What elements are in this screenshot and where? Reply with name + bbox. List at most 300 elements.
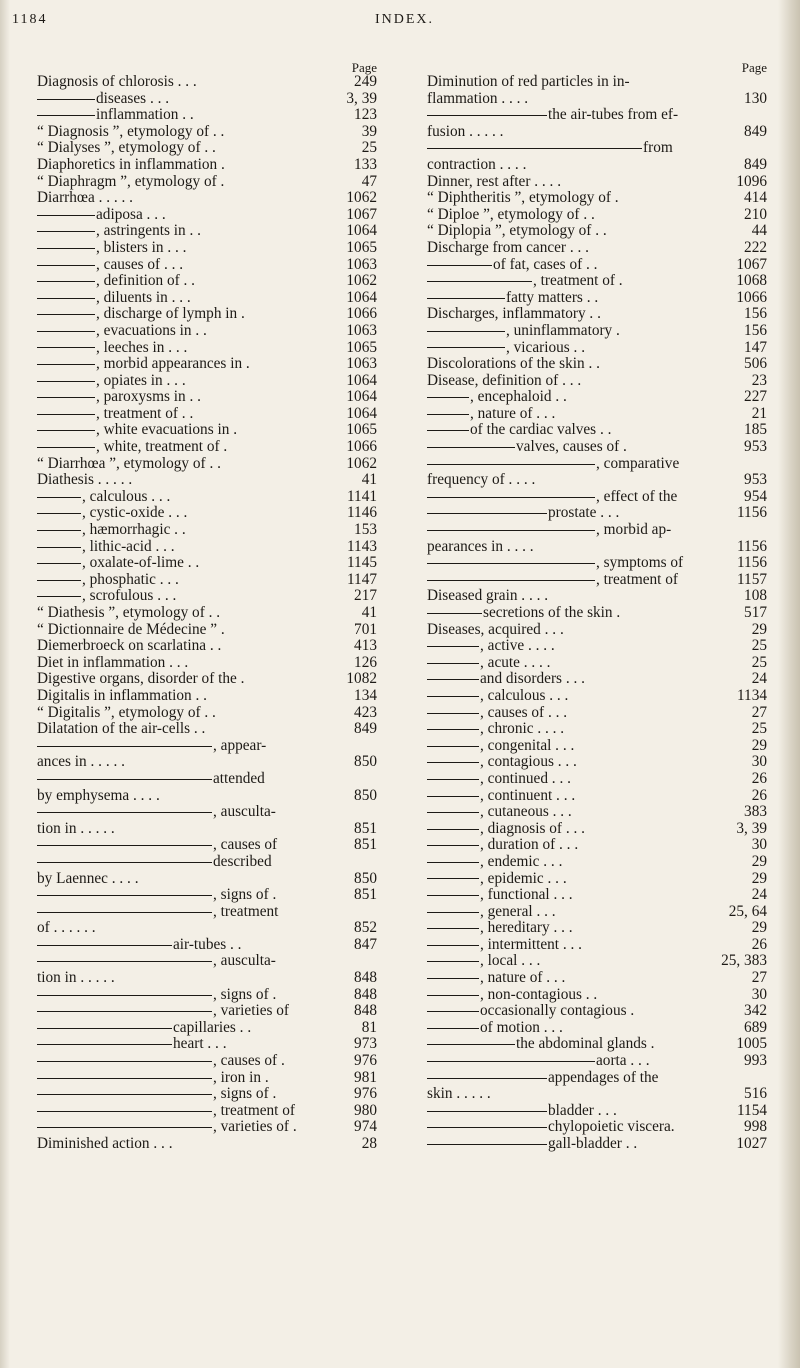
index-entry bbox=[37, 1136, 377, 1153]
entry-text bbox=[37, 937, 242, 954]
index-entry bbox=[427, 738, 767, 755]
entry-text bbox=[427, 655, 551, 672]
entry-label: , endemic . . . bbox=[480, 852, 563, 870]
index-entry bbox=[37, 821, 377, 838]
entry-page: 848 bbox=[354, 969, 377, 987]
index-entry bbox=[37, 140, 377, 157]
entry-label: Diathesis . . . . . bbox=[37, 471, 133, 489]
ditto-rule bbox=[37, 298, 95, 299]
entry-label: chylopoietic viscera. bbox=[548, 1118, 675, 1136]
index-entry bbox=[427, 754, 767, 771]
entry-page: 21 bbox=[751, 404, 767, 422]
index-entry bbox=[427, 539, 767, 556]
index-entry bbox=[37, 422, 377, 439]
index-entry bbox=[427, 107, 767, 124]
entry-label: Dilatation of the air-cells . . bbox=[37, 720, 206, 738]
entry-label: Digestive organs, disorder of the . bbox=[37, 670, 245, 688]
entry-page: 26 bbox=[751, 769, 767, 787]
entry-label: , treatment of bbox=[596, 570, 678, 588]
entry-label: , treatment of . bbox=[533, 272, 623, 290]
entry-text bbox=[37, 821, 115, 838]
entry-text bbox=[427, 638, 555, 655]
entry-text bbox=[427, 987, 597, 1004]
page-column-label: Page bbox=[351, 60, 377, 75]
ditto-rule bbox=[37, 547, 81, 548]
entry-text bbox=[37, 572, 179, 589]
entry-text bbox=[427, 240, 589, 257]
ditto-rule bbox=[427, 746, 479, 747]
entry-label: “ Dictionnaire de Médecine ” . bbox=[37, 620, 225, 638]
entry-page: 1063 bbox=[346, 355, 377, 373]
ditto-rule bbox=[427, 862, 479, 863]
index-entry bbox=[37, 207, 377, 224]
index-entry bbox=[37, 572, 377, 589]
entry-page: 1064 bbox=[346, 404, 377, 422]
entry-label: tion in . . . . . bbox=[37, 969, 115, 987]
entry-label: , iron in . bbox=[213, 1068, 269, 1086]
index-entry bbox=[427, 74, 767, 91]
entry-page: 1065 bbox=[346, 338, 377, 356]
ditto-rule bbox=[37, 563, 81, 564]
entry-label: Diemerbroeck on scarlatina . . bbox=[37, 637, 222, 655]
entry-label: Discharge from cancer . . . bbox=[427, 238, 589, 256]
entry-page: 24 bbox=[751, 670, 767, 688]
ditto-rule bbox=[427, 414, 469, 415]
entry-page: 26 bbox=[751, 935, 767, 953]
entry-text bbox=[37, 1003, 289, 1020]
entry-page: 133 bbox=[354, 155, 377, 173]
entry-page: 1063 bbox=[346, 321, 377, 339]
entry-label: , leeches in . . . bbox=[96, 338, 188, 356]
entry-label: “ Dialyses ”, etymology of . . bbox=[37, 139, 216, 157]
index-entry bbox=[427, 1003, 767, 1020]
entry-page: 210 bbox=[744, 205, 767, 223]
ditto-rule bbox=[427, 762, 479, 763]
ditto-rule bbox=[37, 397, 95, 398]
index-entry bbox=[37, 174, 377, 191]
entry-label: Discolorations of the skin . . bbox=[427, 355, 600, 373]
ditto-rule bbox=[427, 646, 479, 647]
entry-label: “ Digitalis ”, etymology of . . bbox=[37, 703, 216, 721]
index-entry bbox=[37, 340, 377, 357]
entry-label: occasionally contagious . bbox=[480, 1002, 635, 1020]
entry-label: , definition of . . bbox=[96, 272, 195, 290]
entry-page: 423 bbox=[354, 703, 377, 721]
entry-text bbox=[37, 1119, 297, 1136]
entry-label: , active . . . . bbox=[480, 637, 555, 655]
index-entry bbox=[37, 771, 377, 788]
entry-page: 953 bbox=[744, 471, 767, 489]
index-entry bbox=[427, 190, 767, 207]
index-entry bbox=[37, 605, 377, 622]
entry-text bbox=[427, 721, 564, 738]
index-entry bbox=[37, 107, 377, 124]
entry-text bbox=[427, 1003, 634, 1020]
entry-page: 29 bbox=[751, 736, 767, 754]
entry-text bbox=[37, 837, 277, 854]
ditto-rule bbox=[427, 829, 479, 830]
entry-page: 3, 39 bbox=[736, 819, 767, 837]
ditto-rule bbox=[37, 347, 95, 348]
entry-text bbox=[427, 1119, 675, 1136]
entry-label: “ Diphtheritis ”, etymology of . bbox=[427, 189, 619, 207]
entry-label: of the cardiac valves . . bbox=[470, 421, 612, 439]
ditto-rule bbox=[37, 497, 81, 498]
index-entry bbox=[427, 771, 767, 788]
index-entry bbox=[37, 306, 377, 323]
entry-label: , cutaneous . . . bbox=[480, 803, 572, 821]
entry-text bbox=[37, 356, 250, 373]
entry-label: , morbid appearances in . bbox=[96, 355, 250, 373]
page-number: 1184 bbox=[12, 12, 48, 27]
entry-label: , causes of bbox=[213, 836, 278, 854]
entry-label: , treatment of . . bbox=[96, 404, 194, 422]
entry-label: , acute . . . . bbox=[480, 653, 551, 671]
entry-label: of fat, cases of . . bbox=[493, 255, 598, 273]
index-entry bbox=[37, 522, 377, 539]
entry-page: 1027 bbox=[736, 1135, 767, 1152]
index-entry bbox=[37, 904, 377, 921]
entry-text bbox=[37, 422, 237, 439]
entry-text bbox=[427, 788, 575, 805]
index-entry bbox=[37, 356, 377, 373]
entry-page: 217 bbox=[354, 587, 377, 605]
entry-text bbox=[37, 671, 244, 688]
entry-text bbox=[37, 804, 276, 821]
entry-text bbox=[37, 1053, 285, 1070]
entry-text bbox=[427, 257, 598, 274]
index-entry bbox=[427, 605, 767, 622]
entry-label: , symptoms of bbox=[596, 554, 684, 572]
entry-text bbox=[37, 323, 207, 340]
entry-text bbox=[37, 505, 187, 522]
entry-page: 849 bbox=[354, 720, 377, 738]
ditto-rule bbox=[427, 812, 479, 813]
entry-page: 848 bbox=[354, 985, 377, 1003]
entry-text bbox=[37, 622, 225, 639]
index-entry bbox=[37, 273, 377, 290]
entry-label: , evacuations in . . bbox=[96, 321, 207, 339]
entry-label: by Laennec . . . . bbox=[37, 869, 139, 887]
entry-label: flammation . . . . bbox=[427, 89, 529, 107]
ditto-rule bbox=[37, 945, 172, 946]
entry-page: 689 bbox=[744, 1018, 767, 1036]
ditto-rule bbox=[37, 912, 212, 913]
entry-page: 23 bbox=[751, 371, 767, 389]
entry-text bbox=[427, 871, 567, 888]
index-entry bbox=[427, 1103, 767, 1120]
index-entry bbox=[427, 174, 767, 191]
ditto-rule bbox=[427, 430, 469, 431]
index-entry bbox=[37, 555, 377, 572]
ditto-rule bbox=[427, 347, 505, 348]
entry-label: Diet in inflammation . . . bbox=[37, 653, 189, 671]
entry-text bbox=[427, 273, 623, 290]
entry-page: 249 bbox=[354, 73, 377, 90]
entry-text bbox=[427, 406, 555, 423]
entry-page: 953 bbox=[744, 438, 767, 456]
entry-page: 29 bbox=[751, 869, 767, 887]
entry-page: 1082 bbox=[346, 670, 377, 688]
entry-label: tion in . . . . . bbox=[37, 819, 115, 837]
page-edge-left bbox=[0, 0, 10, 1368]
entry-label: by emphysema . . . . bbox=[37, 786, 160, 804]
index-entry bbox=[427, 290, 767, 307]
entry-label: prostate . . . bbox=[548, 504, 620, 522]
index-entry bbox=[37, 373, 377, 390]
entry-page: 342 bbox=[744, 1002, 767, 1020]
index-entry bbox=[37, 920, 377, 937]
entry-label: , vicarious . . bbox=[506, 338, 586, 356]
ditto-rule bbox=[37, 1111, 212, 1112]
index-entry bbox=[427, 522, 767, 539]
index-entry bbox=[37, 240, 377, 257]
entry-text bbox=[427, 837, 578, 854]
entry-text bbox=[427, 705, 567, 722]
index-entry bbox=[427, 953, 767, 970]
entry-text bbox=[427, 539, 534, 556]
entry-label: “ Diagnosis ”, etymology of . . bbox=[37, 122, 225, 140]
index-entry bbox=[37, 970, 377, 987]
entry-page: 25, 383 bbox=[721, 952, 767, 970]
index-entry bbox=[427, 854, 767, 871]
ditto-rule bbox=[37, 331, 95, 332]
entry-label: fusion . . . . . bbox=[427, 122, 504, 140]
ditto-rule bbox=[427, 1061, 595, 1062]
index-entry bbox=[427, 456, 767, 473]
index-entry bbox=[37, 190, 377, 207]
entry-text bbox=[427, 688, 568, 705]
entry-label: “ Diplopia ”, etymology of . . bbox=[427, 222, 607, 240]
index-entry bbox=[427, 837, 767, 854]
entry-page: 1141 bbox=[346, 487, 377, 505]
entry-page: 24 bbox=[751, 886, 767, 904]
entry-label: Diseased grain . . . . bbox=[427, 587, 549, 605]
entry-page: 851 bbox=[354, 886, 377, 904]
entry-label: , nature of . . . bbox=[470, 404, 556, 422]
entry-text bbox=[37, 788, 160, 805]
entry-page: 41 bbox=[361, 471, 377, 489]
ditto-rule bbox=[427, 530, 595, 531]
index-entry bbox=[37, 671, 377, 688]
ditto-rule bbox=[37, 314, 95, 315]
ditto-rule bbox=[37, 1078, 212, 1079]
entry-text bbox=[427, 373, 581, 390]
entry-page: 1157 bbox=[736, 570, 767, 588]
index-entry bbox=[37, 157, 377, 174]
entry-label: , local . . . bbox=[480, 952, 541, 970]
index-entry bbox=[37, 91, 377, 108]
entry-label: , intermittent . . . bbox=[480, 935, 582, 953]
ditto-rule bbox=[37, 447, 95, 448]
index-column-left bbox=[37, 60, 377, 1153]
entry-text bbox=[37, 721, 205, 738]
index-entry bbox=[427, 1053, 767, 1070]
entry-text bbox=[427, 771, 571, 788]
entry-label: , non-contagious . . bbox=[480, 985, 598, 1003]
entry-label: , treatment of bbox=[213, 1101, 295, 1119]
entry-page: 1067 bbox=[346, 205, 377, 223]
ditto-rule bbox=[427, 265, 492, 266]
index-entry bbox=[37, 323, 377, 340]
entry-text bbox=[37, 74, 197, 91]
entry-page: 1065 bbox=[346, 238, 377, 256]
entry-text bbox=[37, 539, 175, 556]
entry-label: , continuent . . . bbox=[480, 786, 576, 804]
entry-page: 1156 bbox=[736, 504, 767, 522]
ditto-rule bbox=[427, 1078, 547, 1079]
entry-text bbox=[427, 91, 528, 108]
index-entry bbox=[37, 705, 377, 722]
entry-text bbox=[37, 1020, 251, 1037]
entry-text bbox=[37, 174, 224, 191]
entry-page: 852 bbox=[354, 919, 377, 937]
index-entry bbox=[427, 622, 767, 639]
entry-label: pearances in . . . . bbox=[427, 537, 534, 555]
entry-text bbox=[427, 904, 556, 921]
entry-text bbox=[427, 422, 611, 439]
entry-text bbox=[427, 738, 574, 755]
ditto-rule bbox=[37, 862, 212, 863]
entry-text bbox=[37, 273, 195, 290]
ditto-rule bbox=[427, 912, 479, 913]
index-entry bbox=[37, 871, 377, 888]
entry-label: , duration of . . . bbox=[480, 836, 579, 854]
index-entry bbox=[37, 804, 377, 821]
index-entry bbox=[37, 539, 377, 556]
entry-label: skin . . . . . bbox=[427, 1085, 491, 1103]
entry-text bbox=[37, 107, 194, 124]
entry-label: , continued . . . bbox=[480, 769, 571, 787]
index-entry bbox=[37, 505, 377, 522]
entry-page: 25, 64 bbox=[728, 902, 767, 920]
index-entry bbox=[427, 821, 767, 838]
entry-page: 974 bbox=[354, 1118, 377, 1136]
index-entry bbox=[37, 937, 377, 954]
entry-page: 29 bbox=[751, 620, 767, 638]
index-entry bbox=[37, 655, 377, 672]
entry-page: 850 bbox=[354, 869, 377, 887]
ditto-rule bbox=[427, 978, 479, 979]
page-column-label: Page bbox=[741, 60, 767, 75]
entry-text bbox=[427, 1053, 650, 1070]
entry-label: aorta . . . bbox=[596, 1052, 650, 1070]
ditto-rule bbox=[427, 961, 479, 962]
entry-text bbox=[427, 356, 600, 373]
entry-label: , diluents in . . . bbox=[96, 288, 191, 306]
entry-page: 980 bbox=[354, 1101, 377, 1119]
ditto-rule bbox=[427, 281, 532, 282]
index-entry bbox=[37, 1119, 377, 1136]
entry-label: , nature of . . . bbox=[480, 969, 566, 987]
entry-page: 414 bbox=[744, 189, 767, 207]
entry-label: , contagious . . . bbox=[480, 753, 577, 771]
ditto-rule bbox=[427, 663, 479, 664]
entry-label: , appear- bbox=[213, 736, 267, 754]
index-entry bbox=[427, 588, 767, 605]
entry-label: , comparative bbox=[596, 454, 680, 472]
entry-label: , chronic . . . . bbox=[480, 720, 565, 738]
entry-page: 25 bbox=[751, 653, 767, 671]
entry-page: 850 bbox=[354, 786, 377, 804]
entry-label: , oxalate-of-lime . . bbox=[82, 554, 200, 572]
index-entry bbox=[427, 671, 767, 688]
index-entry bbox=[37, 622, 377, 639]
entry-text bbox=[37, 588, 176, 605]
entry-page: 185 bbox=[744, 421, 767, 439]
entry-label: , morbid ap- bbox=[596, 521, 672, 539]
entry-page: 850 bbox=[354, 753, 377, 771]
entry-text bbox=[427, 323, 620, 340]
ditto-rule bbox=[37, 265, 95, 266]
entry-text bbox=[427, 489, 677, 506]
entry-page: 3, 39 bbox=[346, 89, 377, 107]
entry-page: 130 bbox=[744, 89, 767, 107]
entry-page: 126 bbox=[354, 653, 377, 671]
entry-text bbox=[427, 456, 679, 473]
entry-page: 1064 bbox=[346, 371, 377, 389]
entry-label: , calculous . . . bbox=[480, 686, 569, 704]
entry-page: 848 bbox=[354, 1002, 377, 1020]
entry-page: 1005 bbox=[736, 1035, 767, 1053]
index-entry bbox=[427, 1070, 767, 1087]
entry-page: 516 bbox=[744, 1085, 767, 1103]
ditto-rule bbox=[427, 1111, 547, 1112]
entry-page: 973 bbox=[354, 1035, 377, 1053]
ditto-rule bbox=[37, 1127, 212, 1128]
entry-page: 976 bbox=[354, 1052, 377, 1070]
entry-page: 998 bbox=[744, 1118, 767, 1136]
ditto-rule bbox=[37, 248, 95, 249]
ditto-rule bbox=[427, 397, 469, 398]
entry-label: , uninflammatory . bbox=[506, 321, 620, 339]
entry-text bbox=[427, 157, 526, 174]
entry-text bbox=[427, 804, 572, 821]
entry-page: 222 bbox=[744, 238, 767, 256]
entry-page: 1067 bbox=[736, 255, 767, 273]
entry-label: Diminished action . . . bbox=[37, 1135, 173, 1152]
entry-text bbox=[427, 920, 573, 937]
entry-label: “ Diathesis ”, etymology of . . bbox=[37, 604, 221, 621]
entry-label: , hereditary . . . bbox=[480, 919, 573, 937]
index-entry bbox=[37, 389, 377, 406]
entry-text bbox=[37, 489, 170, 506]
entry-page: 1064 bbox=[346, 222, 377, 240]
entry-label: the air-tubes from ef- bbox=[548, 106, 679, 124]
index-entry bbox=[427, 356, 767, 373]
index-entry bbox=[37, 638, 377, 655]
entry-label: , encephaloid . . bbox=[470, 388, 567, 406]
entry-text bbox=[37, 1036, 227, 1053]
index-entry bbox=[427, 1036, 767, 1053]
index-entry bbox=[427, 887, 767, 904]
ditto-rule bbox=[427, 1028, 479, 1029]
entry-text bbox=[427, 1020, 563, 1037]
index-entry bbox=[37, 1036, 377, 1053]
ditto-rule bbox=[427, 1044, 515, 1045]
index-entry bbox=[427, 638, 767, 655]
entry-text bbox=[37, 157, 225, 174]
entry-page: 1143 bbox=[346, 537, 377, 555]
entry-text bbox=[37, 456, 221, 473]
entry-page: 108 bbox=[744, 587, 767, 605]
entry-page: 1134 bbox=[736, 686, 767, 704]
entry-page: 1066 bbox=[346, 305, 377, 323]
entry-label: , ausculta- bbox=[213, 952, 276, 970]
index-entry bbox=[427, 207, 767, 224]
entry-text bbox=[37, 705, 216, 722]
index-entry bbox=[37, 223, 377, 240]
